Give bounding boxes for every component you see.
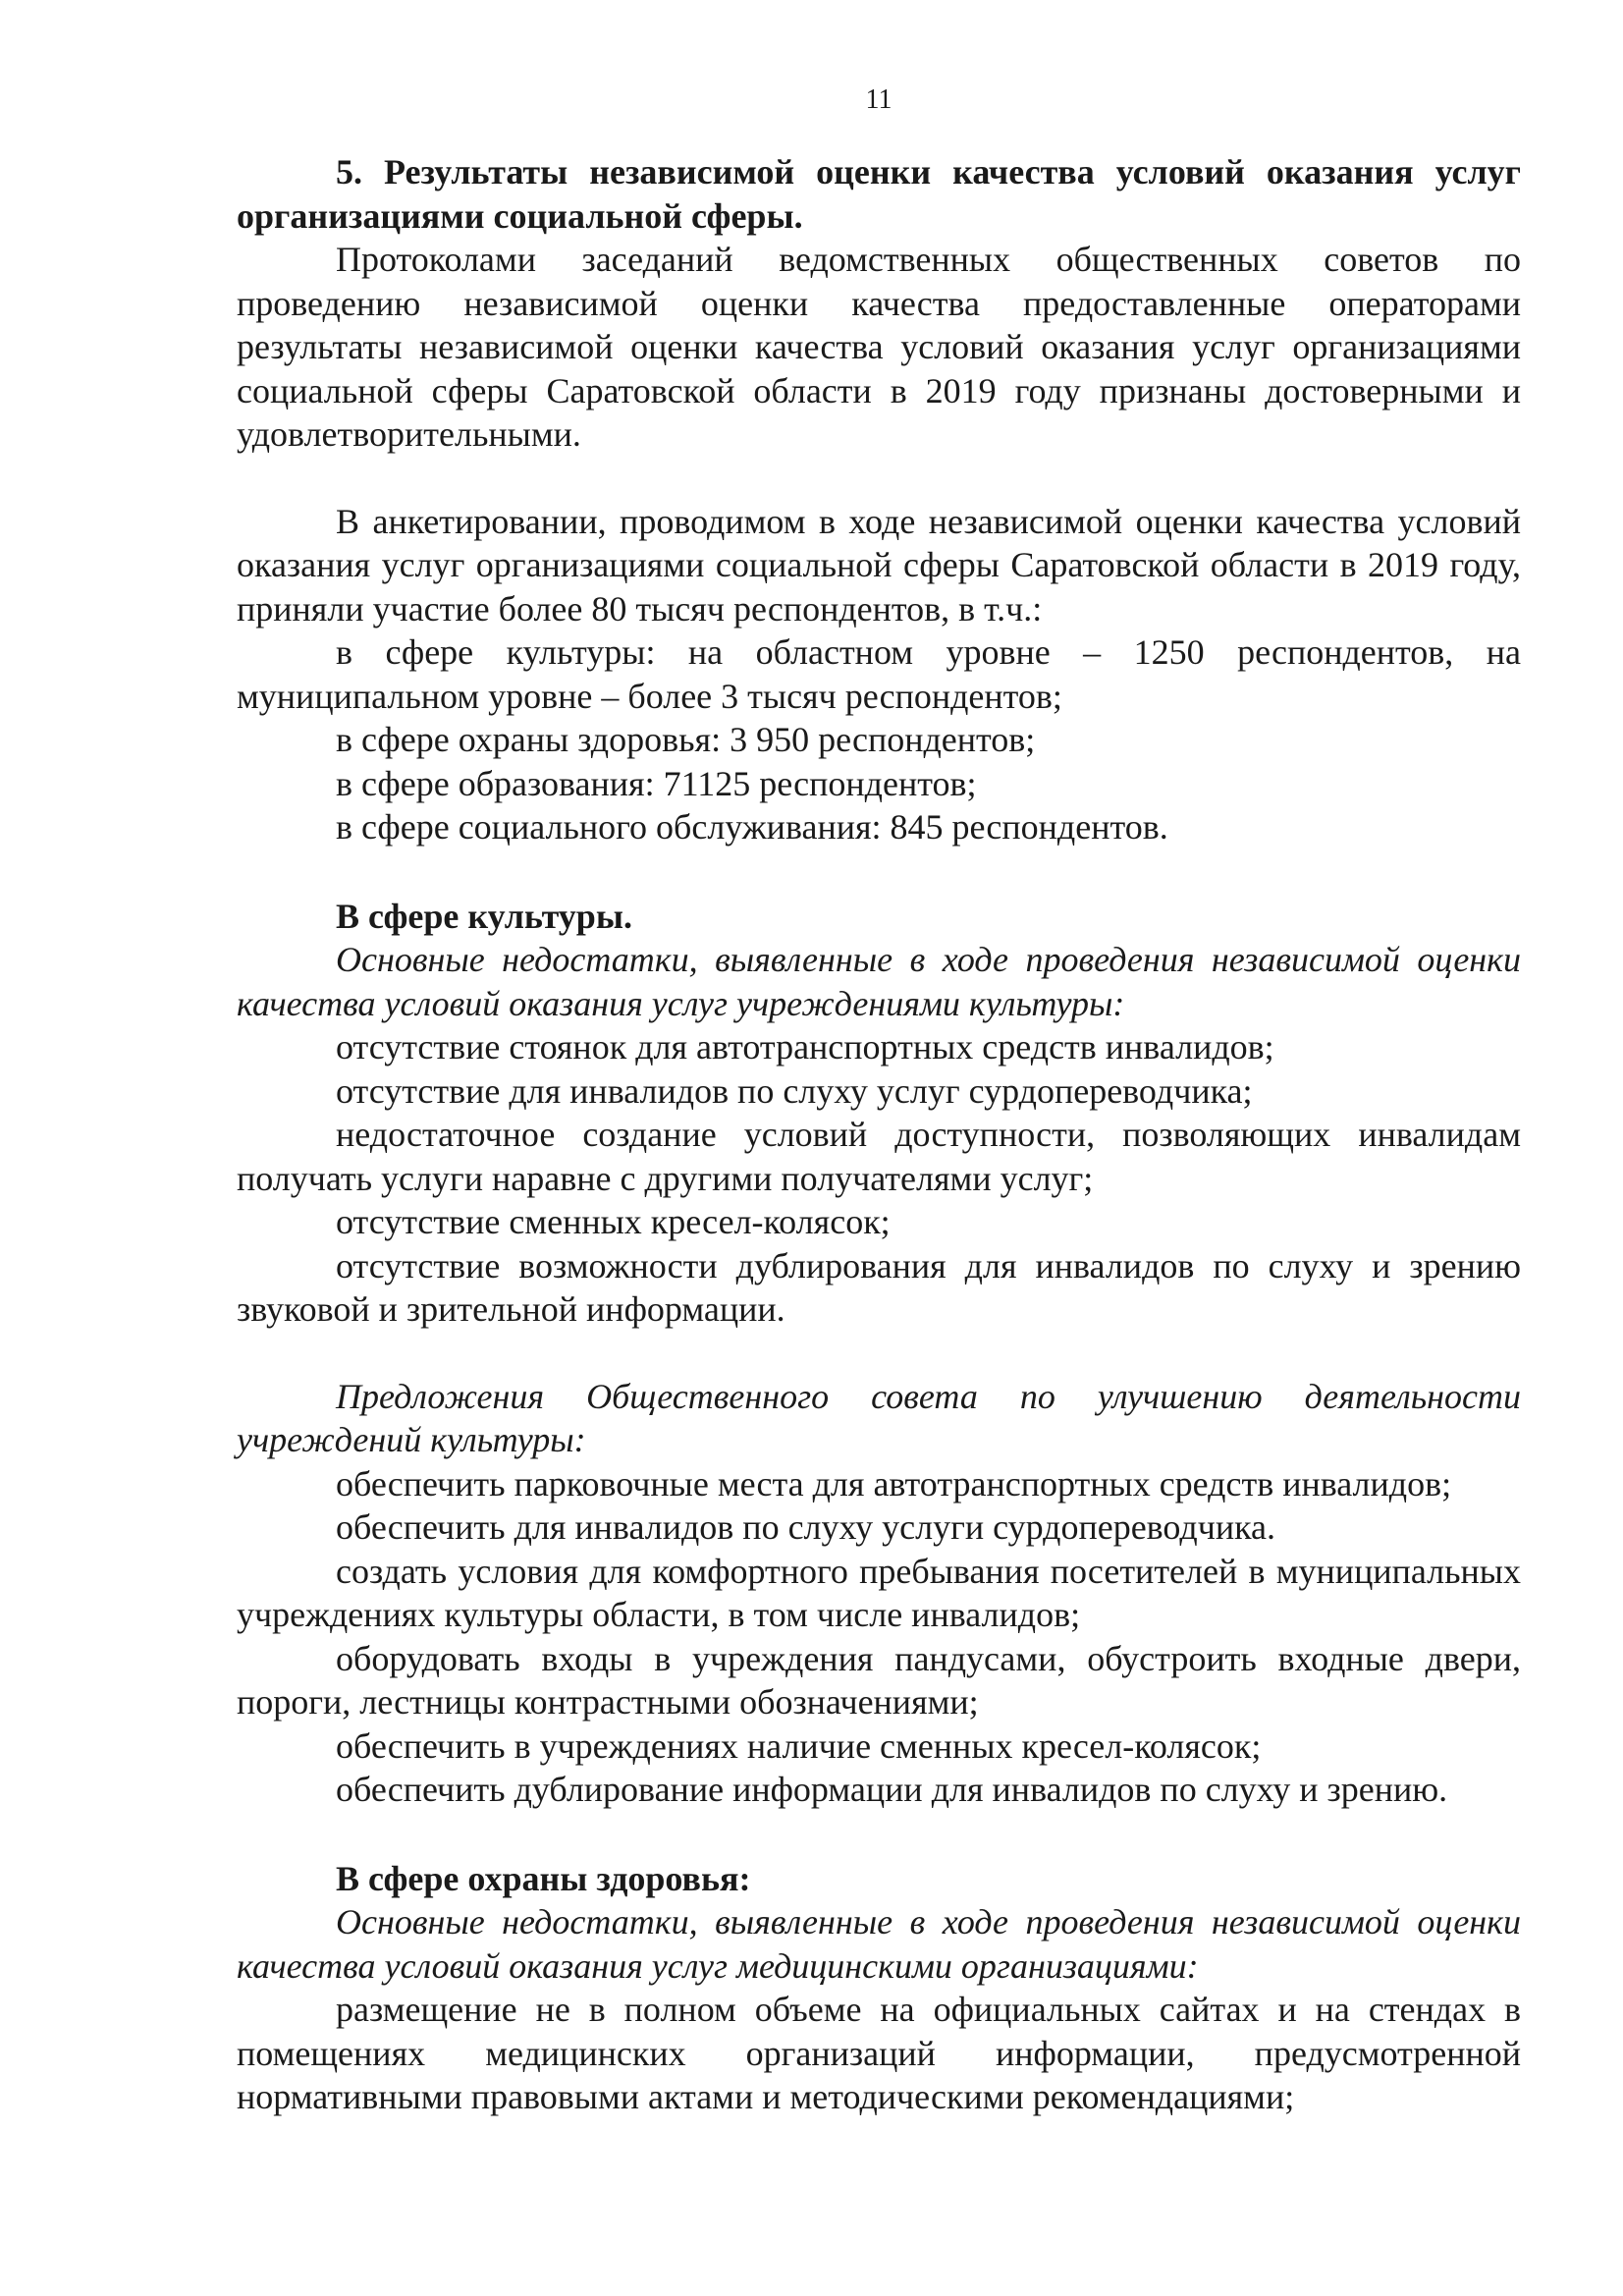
list-item: отсутствие для инвалидов по слуху услуг сурдопереводчика; (336, 1070, 1253, 1111)
culture-proposals-list (237, 1462, 1521, 1812)
page-body (237, 150, 1521, 2119)
stat-item-culture: в сфере культуры: на областном уровне – 1250 респондентов, на муниципальном уровне – более 3 тысяч респондентов; (237, 632, 1521, 716)
culture-deficiencies-list (237, 1025, 1521, 1332)
list-item: отсутствие сменных кресел-колясок; (336, 1202, 891, 1241)
stat-item-education: в сфере образования: 71125 респондентов; (336, 763, 977, 803)
list-item: недостаточное создание условий доступности, позволяющих инвалидам получать услуги наравне с другими получателями услуг; (237, 1115, 1521, 1198)
health-heading: В сфере охраны здоровья: (336, 1858, 751, 1898)
list-item: обеспечить парковочные места для автотранспортных средств инвалидов; (336, 1463, 1452, 1503)
list-item: обеспечить в учреждениях наличие сменных кресел-колясок; (336, 1725, 1262, 1766)
paragraph-survey: В анкетировании, проводимом в ходе независимой оценки качества условий оказания услуг организациями социальной сферы Саратовской области в 2019 году, приняли участие более 80 тысяч респондентов, в т.ч.: (237, 501, 1521, 629)
stat-item-social: в сфере социального обслуживания: 845 респондентов. (336, 807, 1168, 847)
paragraph-protocols: Протоколами заседаний ведомственных общественных советов по проведению независимой оценки качества предоставленные операторами результаты независимой оценки качества условий оказания услуг организациями социальной сферы Саратовской области в 2019 году признаны достоверными и удовлетворительными. (237, 240, 1521, 454)
list-item: обеспечить дублирование информации для инвалидов по слуху и зрению. (336, 1770, 1448, 1809)
culture-deficiencies-intro: Основные недостатки, выявленные в ходе проведения независимой оценки качества условий оказания услуг учреждениями культуры: (237, 940, 1521, 1023)
stat-item-health: в сфере охраны здоровья: 3 950 респондентов; (336, 720, 1036, 759)
list-item: отсутствие возможности дублирования для инвалидов по слуху и зрению звуковой и зрительной информации. (237, 1245, 1521, 1329)
list-item: оборудовать входы в учреждения пандусами, обустроить входные двери, пороги, лестницы контрастными обозначениями; (237, 1638, 1521, 1722)
culture-heading: В сфере культуры. (336, 896, 632, 936)
health-deficiencies-list (237, 1988, 1521, 2119)
page-number: 11 (865, 84, 893, 115)
survey-stats-list (237, 630, 1521, 849)
list-item: создать условия для комфортного пребывания посетителей в муниципальных учреждениях культуры области, в том числе инвалидов; (237, 1551, 1521, 1634)
section-title: 5. Результаты независимой оценки качества условий оказания услуг организациями социальной сферы. (237, 152, 1521, 236)
health-deficiencies-intro: Основные недостатки, выявленные в ходе проведения независимой оценки качества условий оказания услуг медицинскими организациями: (237, 1902, 1521, 1986)
culture-proposals-intro: Предложения Общественного совета по улучшению деятельности учреждений культуры: (237, 1376, 1521, 1459)
list-item: отсутствие стоянок для автотранспортных средств инвалидов; (336, 1027, 1274, 1066)
list-item: размещение не в полном объеме на официальных сайтах и на стендах в помещениях медицинских организаций информации, предусмотренной нормативными правовыми актами и методическими рекомендациями; (237, 1990, 1521, 2116)
list-item: обеспечить для инвалидов по слуху услуги сурдопереводчика. (336, 1507, 1276, 1547)
